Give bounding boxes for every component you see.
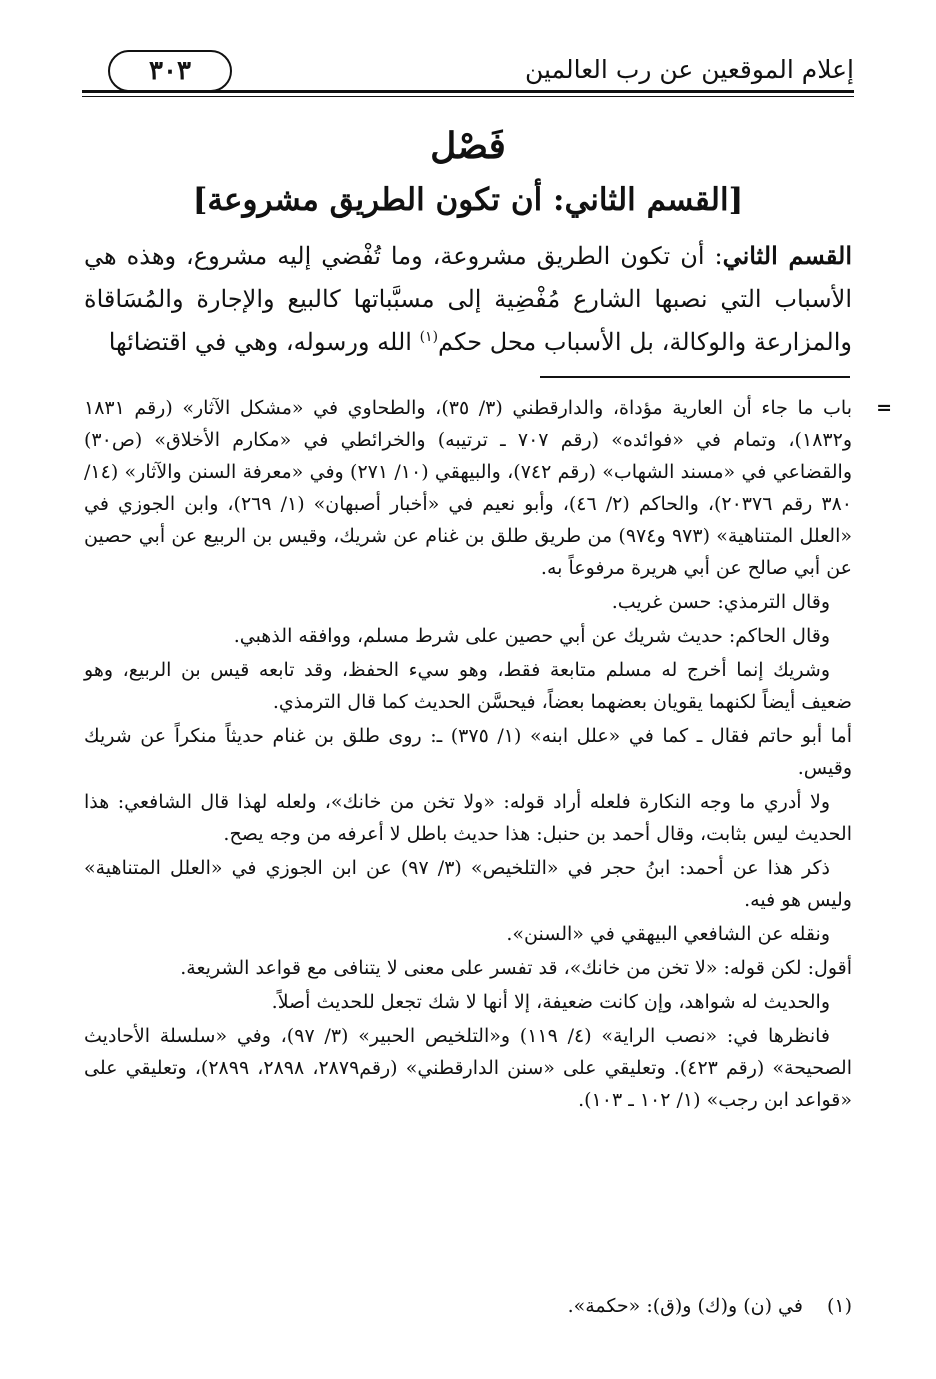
running-header <box>82 50 854 98</box>
section-heading: فَصْل <box>430 125 506 167</box>
footnote-paragraph: ونقله عن الشافعي البيهقي في «السنن». <box>506 923 830 945</box>
section-subheading: [القسم الثاني: أن تكون الطريق مشروعة] <box>192 182 744 218</box>
continuation-mark: = <box>876 397 892 419</box>
footnote-paragraph-text: باب ما جاء أن العارية مؤداة، والدارقطني (٣/ ٣٥)، والطحاوي في «مشكل الآثار» (رقم ١٨٣١ و١٨٣٢)، وتمام في «فوائده» (رقم ٧٠٧ ـ ترتيبه) والخرائطي في «مكارم الأخلاق» (ص٣٠) والقضاعي في «مسند الشهاب» (رقم ٧٤٢)، والبيهقي (١٠/ ٢٧١) وفي «معرفة السنن والآثار» (١٤/ ٣٨٠ رقم ٢٠٣٧٦)، والحاكم (٢/ ٤٦)، وأبو نعيم في «أخبار أصبهان» (١/ ٢٦٩)، وابن الجوزي في «العلل المتناهية» (٩٧٣ و٩٧٤) من طريق طلق بن غنام عن شريك، وقيس بن الربيع عن أبي حصين عن أبي صالح عن أبي هريرة مرفوعاً به. <box>84 397 853 579</box>
main-text-lead: القسم الثاني <box>722 241 852 270</box>
footnote-paragraph: أقول: لكن قوله: «لا تخن من خانك»، قد تفسر على معنى لا يتنافى مع قواعد الشريعة. <box>180 957 852 979</box>
main-text-part-2: الله ورسوله، وهي في اقتضائها <box>108 328 420 356</box>
footnote-paragraph: فانظرها في: «نصب الراية» (٤/ ١١٩) و«التلخيص الحبير» (٣/ ٩٧)، وفي «سلسلة الأحاديث الصحيحة» (رقم ٤٢٣). وتعليقي على «سنن الدارقطني» (رقم٢٨٧٩، ٢٨٩٨، ٢٨٩٩)، وتعليقي على «قواعد ابن رجب» (١/ ١٠٢ ـ ١٠٣). <box>84 1025 852 1111</box>
footnote-paragraph: ولا أدري ما وجه النكارة فلعله أراد قوله: «ولا تخن من خانك»، ولعله لهذا قال الشافعي: هذا الحديث ليس بثابت، وقال أحمد بن حنبل: هذا حديث باطل لا أعرفه من وجه يصح. <box>84 791 852 845</box>
footnote-paragraph: أما أبو حاتم فقال ـ كما في «علل ابنه» (١/ ٣٧٥) ـ: روى طلق بن غنام حديثاً منكراً عن شريك وقيس. <box>84 725 852 779</box>
footnote-1-text: في (ن) و(ك) و(ق): «حكمة». <box>567 1295 803 1317</box>
footnote-reference: (١) <box>419 329 439 345</box>
footnote-paragraph: وشريك إنما أخرج له مسلم متابعة فقط، وهو سيء الحفظ، وقد تابعه قيس بن الربيع، وهو ضعيف أيضاً لكنهما يقويان بعضهما بعضاً، فيحسَّن الحديث كما قال الترمذي. <box>84 659 852 713</box>
footnote-1-number: (١) <box>826 1295 852 1317</box>
footnote-1 <box>84 1290 852 1322</box>
page-number: ٣٠٣ <box>108 50 232 92</box>
footnote-paragraph: وقال الحاكم: حديث شريك عن أبي حصين على شرط مسلم، ووافقه الذهبي. <box>233 625 830 647</box>
footnote-separator <box>540 376 850 378</box>
footnotes <box>84 392 892 1118</box>
footnote-paragraph: وقال الترمذي: حسن غريب. <box>611 591 830 613</box>
footnote-paragraph: والحديث له شواهد، وإن كانت ضعيفة، إلا أنها لا شك تجعل للحديث أصلاً. <box>271 991 830 1013</box>
footnote-paragraph-continued <box>84 392 892 584</box>
main-text <box>84 234 852 364</box>
book-title: إعلام الموقعين عن رب العالمين <box>524 55 854 84</box>
footnote-paragraph: ذكر هذا عن أحمد: ابنُ حجر في «التلخيص» (٣/ ٩٧) عن ابن الجوزي في «العلل المتناهية» وليس هو فيه. <box>84 857 852 911</box>
main-text-part-1: : أن تكون الطريق مشروعة، وما تُفْضي إليه مشروع، وهذه هي الأسباب التي نصبها الشارع مُفْضِية إلى مسبَّباتها كالبيع والإجارة والمُسَاقاة والمزارعة والوكالة، بل الأسباب محل حكم <box>84 242 852 356</box>
